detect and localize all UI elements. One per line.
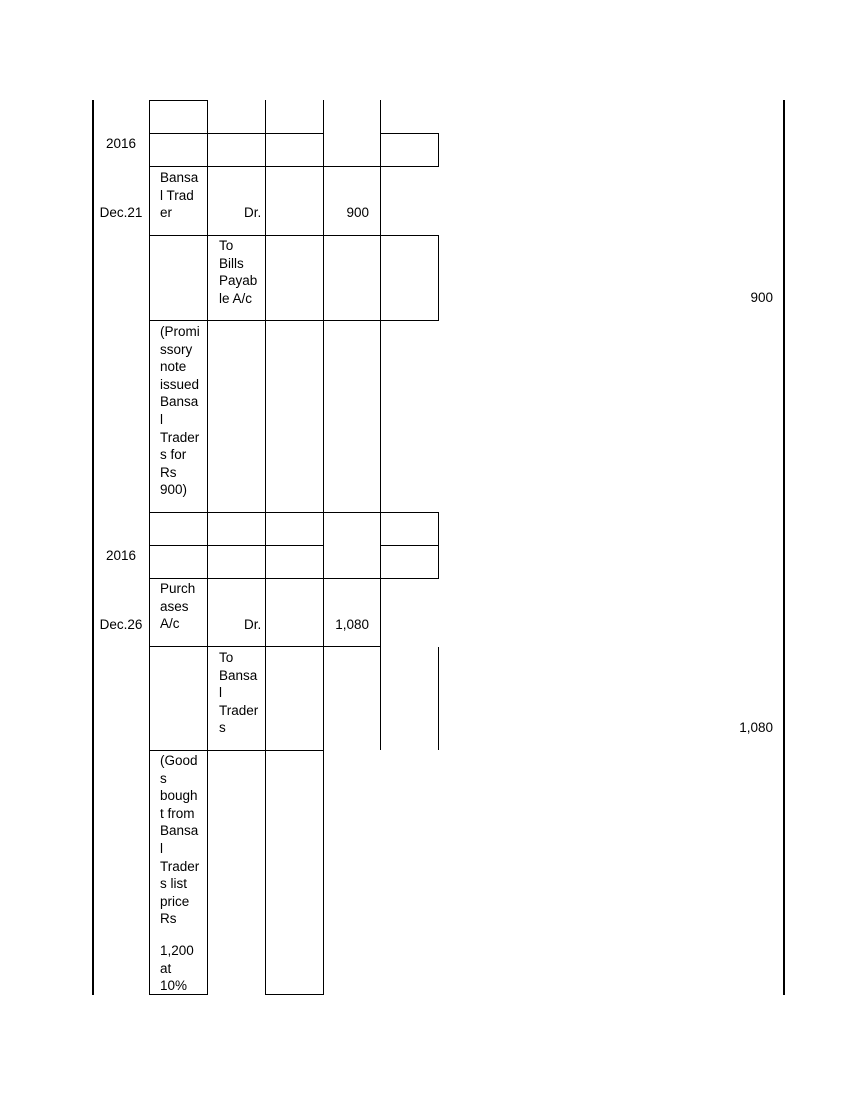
right-border: [783, 100, 785, 995]
row-line: [149, 133, 323, 134]
credit-account: To Bills Payab le A/c: [219, 238, 258, 306]
row-line: [380, 545, 438, 546]
row-line: [380, 133, 438, 134]
col6-line-a: [438, 133, 439, 167]
row-line: [149, 320, 438, 321]
credit-amount: 1,080: [739, 720, 773, 735]
dr-marker: Dr.: [244, 205, 262, 220]
dr-marker: Dr.: [244, 617, 262, 632]
row-line: [149, 235, 438, 236]
entry-date: Dec.26: [99, 617, 143, 632]
narration-continued: 1,200 at 10%: [160, 943, 194, 994]
row-line: [149, 166, 438, 167]
narration: (Good s bough t from Bansa l Trader s list price Rs: [160, 753, 200, 927]
col6-line-d: [438, 647, 439, 750]
row-line: [149, 100, 208, 101]
row-line: [149, 646, 381, 647]
debit-account: Purch ases A/c: [160, 581, 196, 632]
credit-amount: 900: [750, 290, 773, 305]
entry-year: 2016: [105, 548, 137, 563]
col6-line-c: [438, 512, 439, 579]
row-line: [149, 545, 323, 546]
debit-amount: 900: [346, 205, 369, 220]
credit-account: To Bansa l Trader s: [219, 650, 259, 736]
debit-account: Bansa l Trad er: [160, 170, 199, 221]
col5-line: [380, 100, 381, 750]
row-line: [149, 512, 438, 513]
entry-year: 2016: [105, 136, 137, 151]
row-line: [149, 578, 438, 579]
row-line: [149, 750, 323, 751]
narration: (Promi ssory note issued Bansa l Trader s for Rs 900): [160, 324, 200, 498]
debit-amount: 1,080: [335, 617, 369, 632]
col6-line-b: [438, 235, 439, 321]
entry-date: Dec.21: [99, 205, 143, 220]
row-line: [265, 994, 323, 995]
